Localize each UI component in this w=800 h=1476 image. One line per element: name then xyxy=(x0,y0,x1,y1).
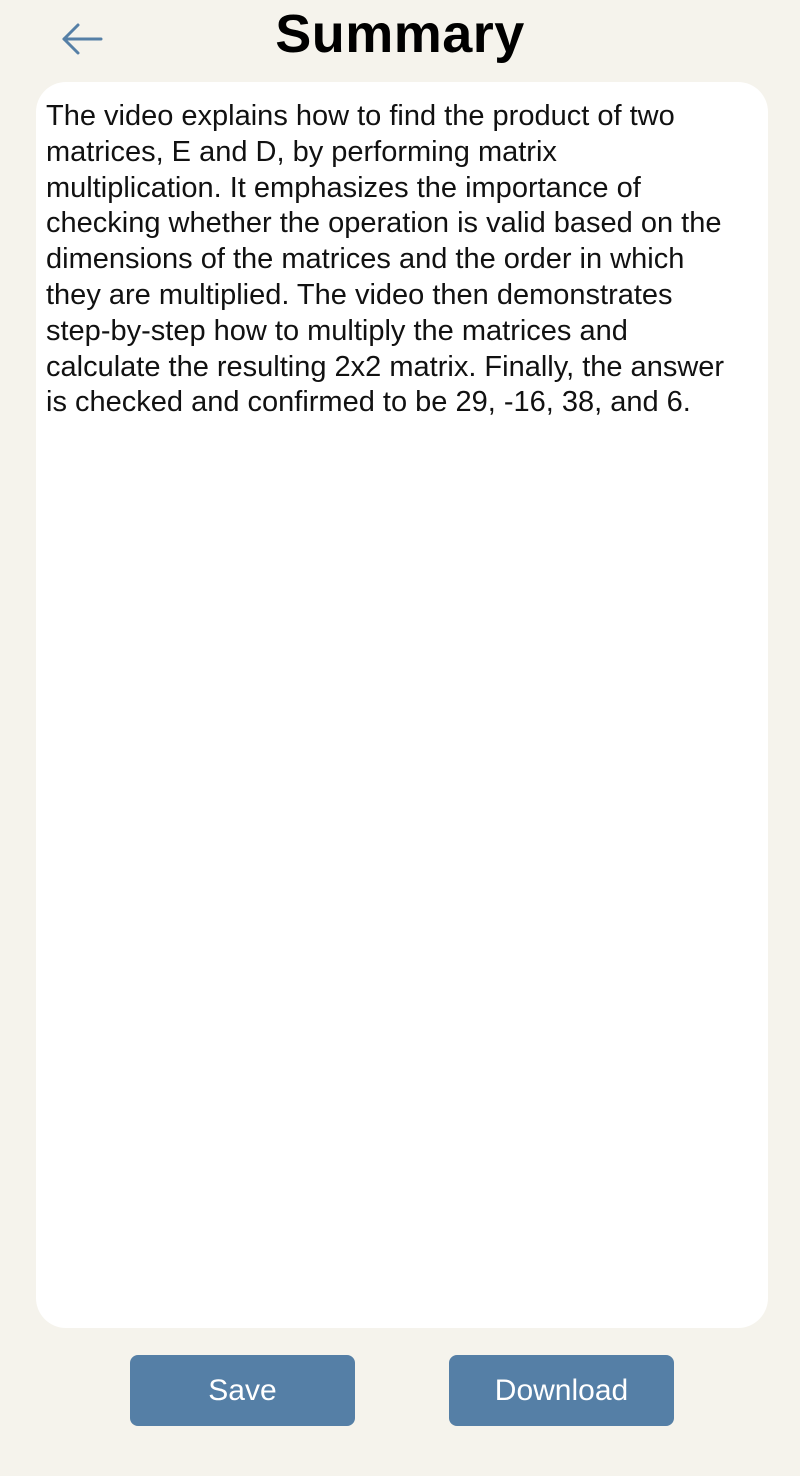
save-button[interactable]: Save xyxy=(130,1355,355,1426)
summary-card[interactable] xyxy=(36,82,768,1328)
page-title: Summary xyxy=(275,4,525,64)
download-button[interactable]: Download xyxy=(449,1355,674,1426)
summary-text: The video explains how to find the product of two matrices, E and D, by performing matrix multiplication. It emphasizes the importance of checking whether the operation is valid based on the dimensions of the matrices and the order in which they are multiplied. The video then demonstrates step-by-step how to multiply the matrices and calculate the resulting 2x2 matrix. Finally, the answer is checked and confirmed to be 29, -16, 38, and 6. xyxy=(46,100,725,419)
